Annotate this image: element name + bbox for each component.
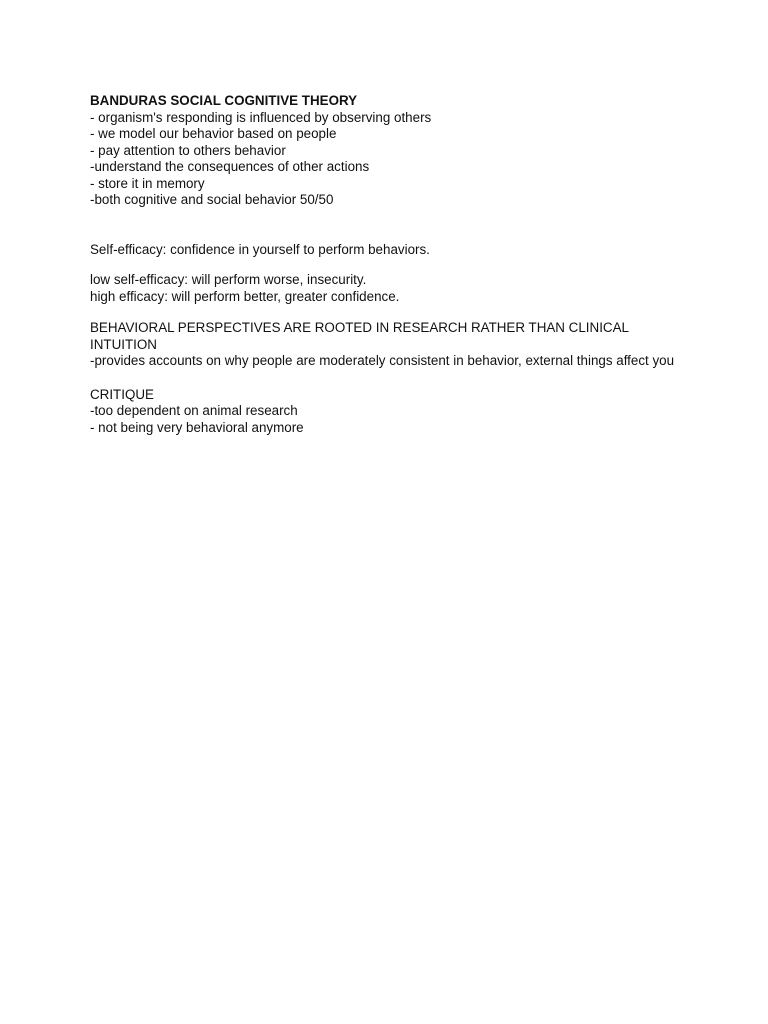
section-efficacy-levels [90,272,678,305]
spacer [90,209,678,242]
bullet-line: - pay attention to others behavior [90,142,286,158]
bullet-line: - not being very behavioral anymore [90,419,304,435]
text-line: low self-efficacy: will perform worse, insecurity. [90,272,367,287]
section-heading: BEHAVIORAL PERSPECTIVES ARE ROOTED IN RESEARCH RATHER THAN CLINICAL INTUITION [90,320,629,352]
section-heading: CRITIQUE [90,386,154,402]
section-social-cognitive-theory [90,93,678,209]
section-behavioral-perspectives [90,320,678,370]
bullet-line: - we model our behavior based on people [90,126,337,141]
text-line: high efficacy: will perform better, greater confidence. [90,288,400,304]
bullet-line: - organism's responding is influenced by observing others [90,109,432,125]
bullet-line: - store it in memory [90,175,205,191]
section-self-efficacy [90,242,678,259]
body-text: -provides accounts on why people are moderately consistent in behavior, external things affect you [90,353,675,368]
bullet-line: -too dependent on animal research [90,403,298,418]
spacer [90,258,678,272]
bullet-line: -understand the consequences of other actions [90,159,370,174]
spacer [90,305,678,320]
definition-line: Self-efficacy: confidence in yourself to perform behaviors. [90,241,430,257]
spacer [90,370,678,387]
section-heading: BANDURAS SOCIAL COGNITIVE THEORY [90,93,358,108]
section-critique [90,387,678,437]
bullet-line: -both cognitive and social behavior 50/50 [90,192,334,207]
